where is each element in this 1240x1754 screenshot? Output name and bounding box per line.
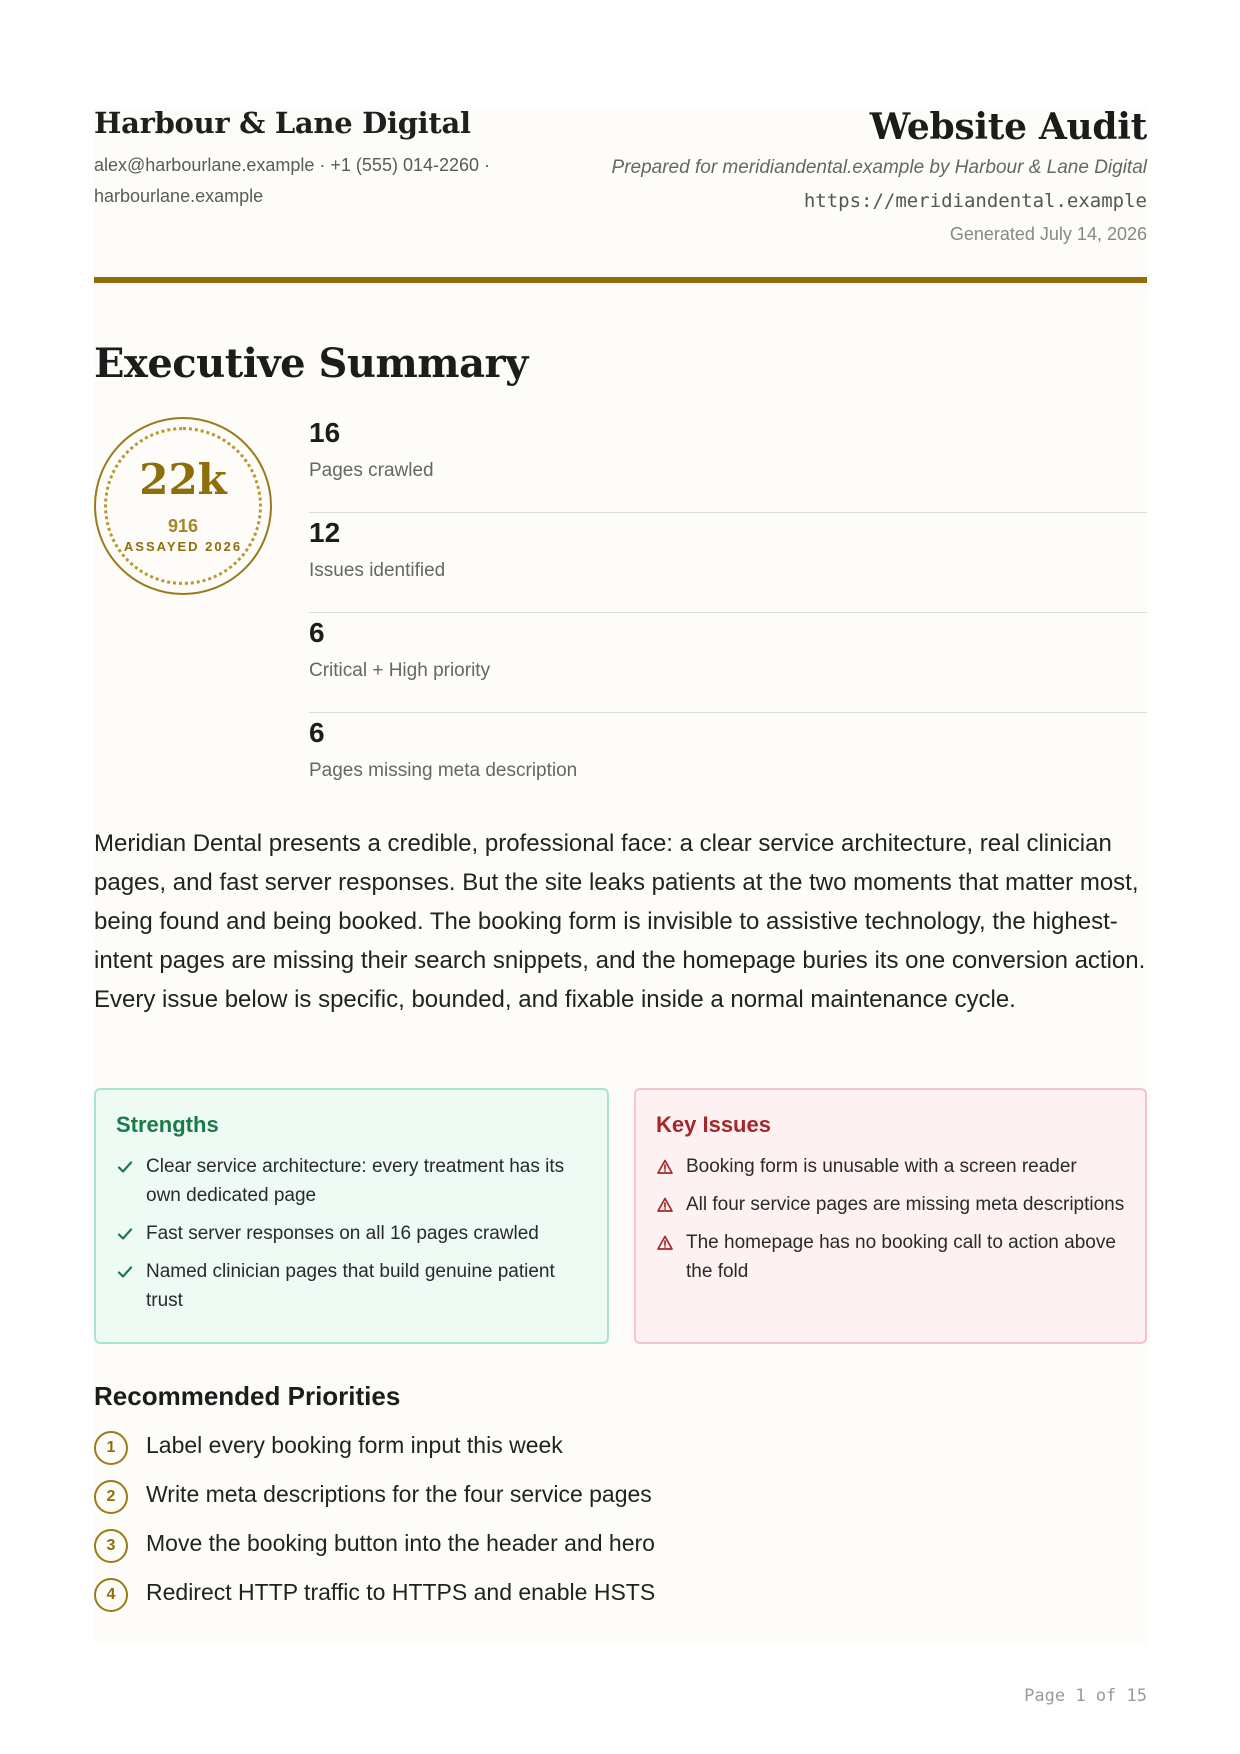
priority-text: Label every booking form input this week — [146, 1432, 563, 1458]
warning-icon — [656, 1158, 674, 1176]
strength-text: Named clinician pages that build genuine patient trust — [146, 1261, 555, 1311]
stat-label: Pages crawled — [309, 460, 434, 481]
priority-text: Move the booking button into the header and hero — [146, 1530, 655, 1556]
strengths-list — [116, 1152, 587, 1315]
warning-icon — [656, 1196, 674, 1214]
priority-text: Write meta descriptions for the four service pages — [146, 1481, 652, 1507]
priority-item — [94, 1428, 994, 1477]
key-issues-title: Key Issues — [656, 1112, 771, 1137]
stat-item — [309, 413, 1147, 513]
priorities-list — [94, 1428, 994, 1624]
check-icon — [116, 1225, 134, 1243]
stat-value: 6 — [309, 617, 325, 648]
strength-item — [116, 1219, 587, 1248]
assay-seal — [94, 417, 272, 595]
generated-date: Generated July 14, 2026 — [949, 224, 1147, 244]
stat-value: 6 — [309, 717, 325, 748]
stat-value: 16 — [309, 417, 341, 448]
stat-label: Issues identified — [309, 560, 446, 581]
priorities-title: Recommended Priorities — [94, 1381, 401, 1411]
strength-text: Clear service architecture: every treatment has its own dedicated page — [146, 1156, 565, 1206]
issue-text: Booking form is unusable with a screen reader — [686, 1156, 1077, 1177]
stat-value: 12 — [309, 517, 341, 548]
priority-number-badge: 1 — [94, 1431, 128, 1465]
brand-name: Harbour & Lane Digital — [94, 106, 471, 140]
warning-icon — [656, 1234, 674, 1252]
stat-label: Pages missing meta description — [309, 760, 578, 781]
stat-item — [309, 613, 1147, 713]
issue-item — [656, 1152, 1125, 1181]
page-number: Page 1 of 15 — [1024, 1686, 1147, 1706]
summary-paragraph: Meridian Dental presents a credible, professional face: a clear service architecture, real clinician pages, and fast server responses. But the site leaks patients at the two moments that matter most, being found and being booked. The booking form is invisible to assistive technology, the highest-intent pages are missing their search snippets, and the homepage buries its one conversion action. Every issue below is specific, bounded, and fixable inside a normal maintenance cycle. — [94, 830, 1146, 1013]
priority-number-badge: 2 — [94, 1480, 128, 1514]
header-divider — [94, 277, 1147, 283]
brand-contact: alex@harbourlane.example · +1 (555) 014-2260 · harbourlane.example — [94, 155, 491, 206]
seal-small-text: ASSAYED 2026 — [123, 539, 243, 554]
priority-text: Redirect HTTP traffic to HTTPS and enable HSTS — [146, 1579, 656, 1605]
strength-item — [116, 1257, 587, 1315]
stat-item — [309, 713, 1147, 813]
stats-list — [309, 413, 1147, 813]
strengths-title: Strengths — [116, 1112, 219, 1137]
document-title: Website Audit — [869, 106, 1147, 148]
audited-url: https://meridiandental.example — [803, 190, 1147, 212]
priority-item — [94, 1477, 994, 1526]
seal-mid-text: 916 — [167, 516, 199, 536]
stat-label: Critical + High priority — [309, 660, 491, 681]
priority-number-badge: 3 — [94, 1529, 128, 1563]
priority-item — [94, 1526, 994, 1575]
strengths-card — [94, 1088, 609, 1344]
section-title: Executive Summary — [94, 340, 528, 387]
issue-text: The homepage has no booking call to action above the fold — [686, 1232, 1116, 1282]
issue-item — [656, 1228, 1125, 1286]
issue-item — [656, 1190, 1125, 1219]
issue-text: All four service pages are missing meta descriptions — [686, 1194, 1125, 1215]
priority-number-badge: 4 — [94, 1578, 128, 1612]
strength-item — [116, 1152, 587, 1210]
prepared-for: Prepared for meridiandental.example by Harbour & Lane Digital — [611, 157, 1147, 178]
stat-item — [309, 513, 1147, 613]
priority-item — [94, 1575, 994, 1624]
strength-text: Fast server responses on all 16 pages crawled — [146, 1223, 539, 1244]
key-issues-list — [656, 1152, 1125, 1286]
seal-dotted-ring — [104, 427, 262, 585]
key-issues-card — [634, 1088, 1147, 1344]
check-icon — [116, 1263, 134, 1281]
check-icon — [116, 1158, 134, 1176]
seal-big-text: 22k — [139, 455, 227, 504]
